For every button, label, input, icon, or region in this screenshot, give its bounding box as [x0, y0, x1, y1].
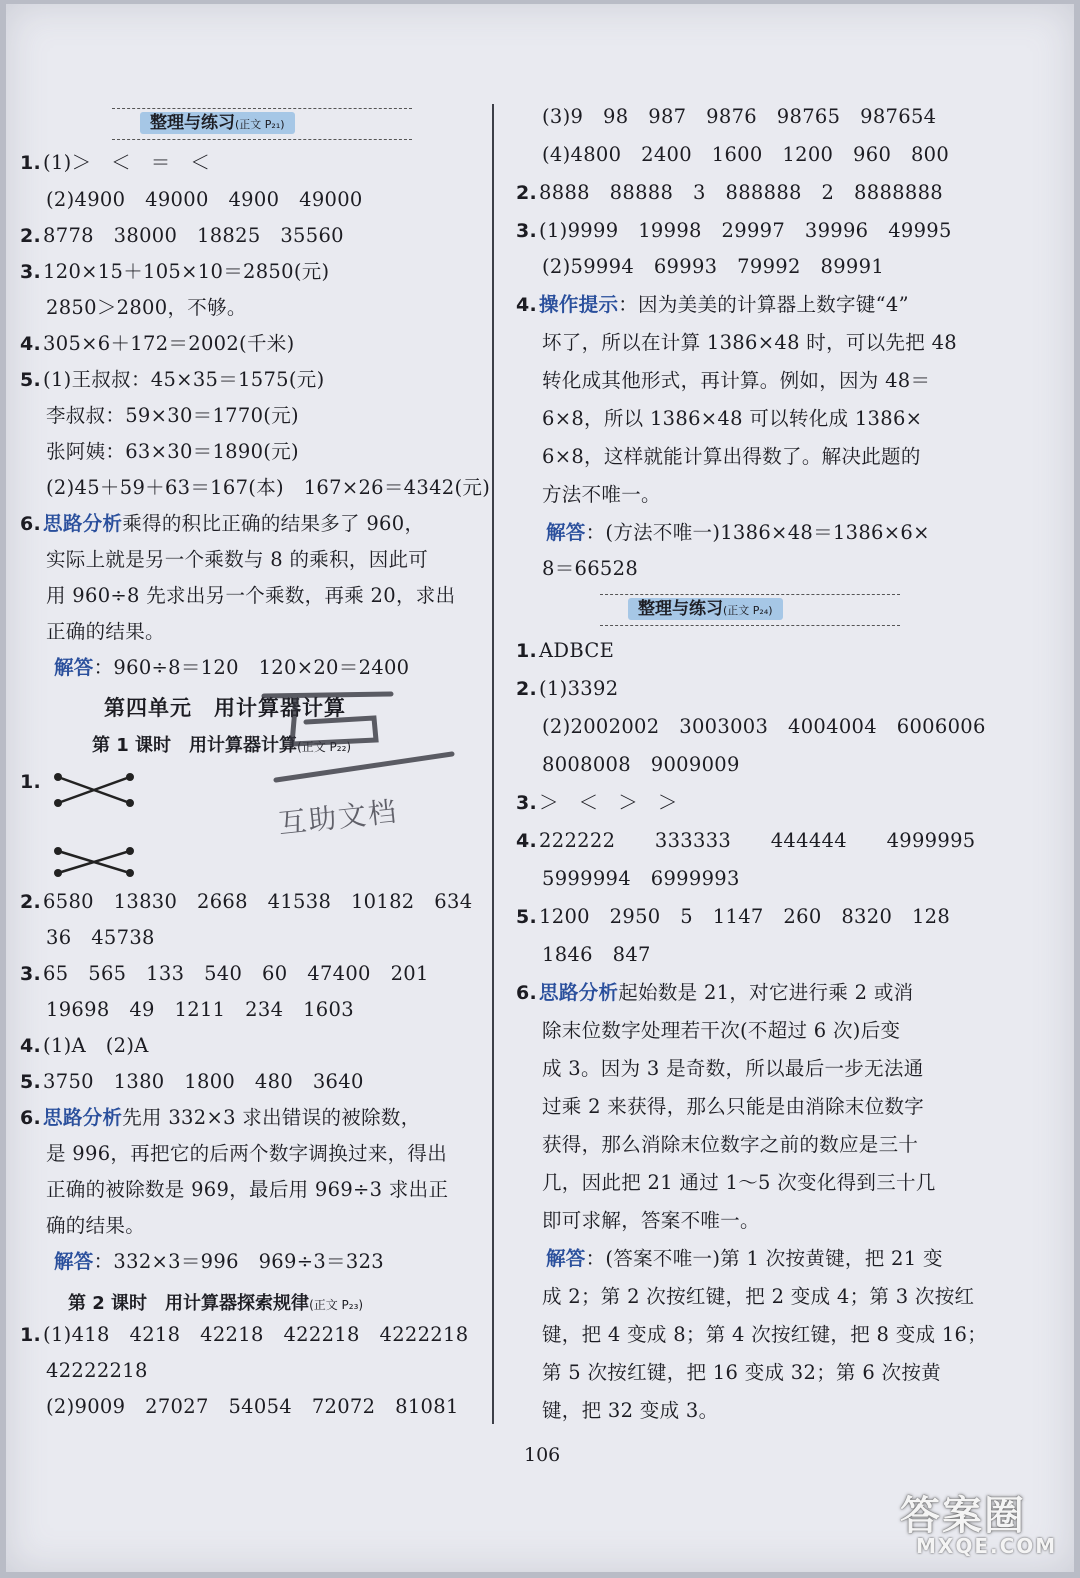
- answer-line: 实际上就是另一个乘数与 8 的乘积，因此可: [46, 548, 429, 571]
- answer-line: 张阿姨：63×30＝1890(元): [46, 440, 299, 463]
- answer-line: 8＝66528: [542, 557, 639, 580]
- answer-line: 获得，那么消除末位数字之前的数应是三十: [542, 1133, 919, 1156]
- answer-line: 1. (1)＞ ＜ ＝ ＜: [20, 151, 211, 174]
- answer-line: (2)45＋59＋63＝167(本) 167×26＝4342(元): [46, 476, 491, 499]
- answer-line: 2. 8778 38000 18825 35560: [20, 224, 344, 247]
- answer-line: 5999994 6999993: [542, 867, 740, 890]
- answer-line: 键，把 4 变成 8；第 4 次按红键，把 8 变成 16；: [542, 1323, 988, 1346]
- answer-line: 3. 65 565 133 540 60 47400 201: [20, 962, 429, 985]
- answer-line: 2. (1)3392: [516, 677, 619, 700]
- answer-line: 4. 222222 333333 444444 4999995: [516, 829, 976, 852]
- answer-line: 42222218: [46, 1359, 148, 1382]
- answer-line: (2)4900 49000 4900 49000: [46, 188, 363, 211]
- stamp-mark: 互助文档: [256, 684, 456, 844]
- lesson-title: 第 2 课时 用计算器探索规律(正文 P₂₃): [68, 1293, 364, 1314]
- answer-line: 1846 847: [542, 943, 651, 966]
- section-header: [600, 594, 900, 626]
- answer-line: 几，因此把 21 通过 1～5 次变化得到三十几: [542, 1171, 936, 1194]
- answer-line: 确的结果。: [46, 1214, 146, 1237]
- answer-line: 成 3。因为 3 是奇数，所以最后一步无法通: [542, 1057, 924, 1080]
- answer-line: 5. 3750 1380 1800 480 3640: [20, 1070, 364, 1093]
- answer-line: 正确的结果。: [46, 620, 165, 643]
- solution-line: 解答：960÷8＝120 120×20＝2400: [54, 656, 410, 679]
- answer-line: 5. (1)王叔叔：45×35＝1575(元): [20, 368, 325, 391]
- answer-line: 第 5 次按红键，把 16 变成 32；第 6 次按黄: [542, 1361, 941, 1384]
- answer-line: 即可求解，答案不唯一。: [542, 1209, 760, 1232]
- textbook-page: [6, 4, 1074, 1572]
- answer-line: 36 45738: [46, 926, 155, 949]
- answer-line: 李叔叔：59×30＝1770(元): [46, 404, 299, 427]
- solution-line: 解答：(方法不唯一)1386×48＝1386×6×: [546, 521, 930, 544]
- answer-line: (2)59994 69993 79992 89991: [542, 255, 885, 278]
- answer-line: 4. 操作提示：因为美美的计算器上数字键“4”: [516, 293, 909, 316]
- answer-line: 成 2；第 2 次按红键，把 2 变成 4；第 3 次按红: [542, 1285, 975, 1308]
- page-number: 106: [524, 1444, 561, 1466]
- section-header: [112, 108, 412, 140]
- answer-line: 2. 8888 88888 3 888888 2 8888888: [516, 181, 944, 204]
- answer-line: 2850＞2800，不够。: [46, 296, 247, 319]
- matching-lines-diagram: [50, 769, 140, 877]
- answer-line: 8008008 9009009: [542, 753, 740, 776]
- answer-line: 3. 120×15＋105×10＝2850(元): [20, 260, 330, 283]
- section-title: 整理与练习(正文 P₂₁): [140, 112, 295, 134]
- answer-line: 1. (1)418 4218 42218 422218 4222218: [20, 1323, 469, 1346]
- answer-line: 键，把 32 变成 3。: [542, 1399, 719, 1422]
- answer-line: 6×8，这样就能计算出得数了。解决此题的: [542, 445, 921, 468]
- site-watermark: 答案圈 MXQE.COM: [900, 1493, 1058, 1558]
- answer-line: 过乘 2 来获得，那么只能是由消除末位数字: [542, 1095, 925, 1118]
- answer-line: 2. 6580 13830 2668 41538 10182 634: [20, 890, 473, 913]
- answer-line: (2)2002002 3003003 4004004 6006006: [542, 715, 986, 738]
- answer-line: 6. 思路分析乘得的积比正确的结果多了 960，: [20, 512, 425, 535]
- column-divider: [492, 104, 494, 1424]
- answer-line: 方法不唯一。: [542, 483, 661, 506]
- solution-line: 解答：332×3＝996 969÷3＝323: [54, 1250, 384, 1273]
- answer-line: 是 996，再把它的后两个数字调换过来，得出: [46, 1142, 448, 1165]
- answer-line: 用 960÷8 先求出另一个乘数，再乘 20，求出: [46, 584, 456, 607]
- answer-line: 5. 1200 2950 5 1147 260 8320 128: [516, 905, 951, 928]
- answer-line: 除末位数字处理若干次(不超过 6 次)后变: [542, 1019, 901, 1042]
- answer-line: 1. ADBCE: [516, 639, 615, 662]
- answer-line: (2)9009 27027 54054 72072 81081: [46, 1395, 459, 1418]
- answer-line: 转化成其他形式，再计算。例如，因为 48＝: [542, 369, 931, 392]
- answer-line: 正确的被除数是 969，最后用 969÷3 求出正: [46, 1178, 449, 1201]
- answer-line: 19698 49 1211 234 1603: [46, 998, 354, 1021]
- answer-line: 6×8，所以 1386×48 可以转化成 1386×: [542, 407, 923, 430]
- answer-line: 1.: [20, 771, 42, 793]
- answer-line: 坏了，所以在计算 1386×48 时，可以先把 48: [542, 331, 957, 354]
- answer-line: 3. ＞ ＜ ＞ ＞: [516, 791, 678, 814]
- lesson-title: 第 1 课时 用计算器计算(正文 P₂₂): [92, 735, 352, 756]
- answer-line: 3. (1)9999 19998 29997 39996 49995: [516, 219, 952, 242]
- answer-line: 6. 思路分析先用 332×3 求出错误的被除数，: [20, 1106, 421, 1129]
- answer-line: 4. 305×6＋172＝2002(千米): [20, 332, 295, 355]
- answer-line: (4)4800 2400 1600 1200 960 800: [542, 143, 950, 166]
- answer-line: (3)9 98 987 9876 98765 987654: [542, 105, 937, 128]
- answer-line: 6. 思路分析起始数是 21，对它进行乘 2 或消: [516, 981, 914, 1004]
- answer-line: 4. (1)A (2)A: [20, 1034, 149, 1057]
- section-title: 整理与练习(正文 P₂₄): [628, 598, 783, 620]
- solution-line: 解答：(答案不唯一)第 1 次按黄键，把 21 变: [546, 1247, 943, 1270]
- unit-title: 第四单元 用计算器计算: [104, 696, 346, 720]
